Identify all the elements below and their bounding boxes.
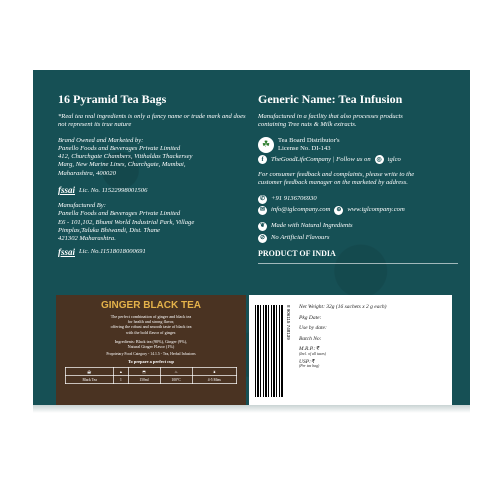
social-row — [258, 155, 458, 164]
water-icon: ⬒ — [128, 368, 160, 376]
disclaimer-text: *Real tea real ingredients is only a fancy name or trade mark and does not represent its true nature — [58, 113, 246, 129]
fssai-license-2 — [58, 247, 253, 257]
label-info — [299, 302, 449, 369]
food-category: Proprietary Food Category - 14.1.5 - Tea, Herbal Infusions — [106, 352, 196, 357]
ingredients-line: Ingredients: Black tea (90%), Ginger (9%), — [114, 338, 188, 344]
mrp-note: (Incl. of all taxes) — [299, 351, 326, 356]
no-artificial-icon: ⊘ — [259, 235, 266, 242]
facebook-icon: f — [258, 155, 267, 164]
phone-icon: ✆ — [259, 196, 266, 203]
feedback-line: customer feedback manager on the marketed by address. — [258, 179, 408, 187]
divider — [258, 263, 458, 264]
tea-box-back-panel — [33, 70, 470, 405]
usp: USP:₹ — [299, 358, 315, 365]
use-by-date: Use by date: — [299, 325, 327, 331]
prep-cell: 100°C — [160, 376, 192, 384]
tea-board-line: License No. DI-143 — [278, 144, 331, 152]
tea-board-logo-icon: ☘ — [258, 137, 274, 153]
facility-line: containing Tree nuts & Milk extracts. — [258, 121, 357, 129]
natural-ingredients-text: Made with Natural Ingredients — [271, 222, 353, 230]
fssai-logo: fssai — [58, 246, 76, 257]
prep-cell: Black Tea — [66, 376, 114, 384]
ingredients-line: Natural Ginger Flavor (1%) — [127, 344, 175, 350]
phone-number: +91 9136706930 — [271, 195, 317, 203]
manufactured-line: E6 - 101,102, Bhumi World Industrial Park, Village — [58, 218, 195, 226]
usp-note: (Per tea bag) — [299, 364, 320, 368]
feedback-line: For consumer feedback and complaints, please write to the — [258, 171, 415, 179]
ginger-tea-panel — [56, 295, 246, 405]
email-address: info@tglcompany.com — [271, 206, 331, 214]
right-column — [258, 92, 458, 264]
box-shadow — [33, 405, 470, 413]
description-line: for health and strong flavor, — [127, 319, 175, 325]
prep-cell: 150ml — [128, 376, 160, 384]
product-of-india: PRODUCT OF INDIA — [258, 248, 336, 258]
teabag-icon: ▲ — [114, 368, 128, 376]
temperature-icon: ♨ — [160, 368, 192, 376]
contact-row — [258, 206, 458, 215]
prep-table — [65, 367, 237, 384]
generic-name-title: Generic Name: Tea Infusion — [258, 92, 403, 106]
instagram-icon: ◎ — [376, 156, 382, 163]
pack-count-title: 16 Pyramid Tea Bags — [58, 92, 167, 106]
price-label-panel — [249, 295, 452, 405]
left-column — [58, 92, 253, 257]
batch-number: Batch No: — [299, 335, 322, 342]
description-line: offering the robust and smooth taste of black tea — [110, 324, 192, 330]
barcode — [255, 305, 283, 397]
timer-icon: ⧗ — [192, 368, 236, 376]
description-line: The perfect combination of ginger and black tea — [110, 314, 192, 319]
no-artificial-text: No Artificial Flavours — [271, 234, 330, 242]
license-number: Lic. No. 11522998001506 — [79, 186, 148, 194]
fssai-license-1 — [58, 185, 253, 195]
marketed-heading: Brand Owned and Marketed by: — [58, 136, 144, 144]
fssai-logo: fssai — [58, 185, 76, 196]
phone-row — [258, 195, 458, 204]
manufactured-line: Pimplas,Taluka Bhiwandi, Dist. Thane — [58, 226, 160, 234]
prep-value-row — [66, 376, 237, 384]
facility-line: Manufactured in a facility that also processes products — [258, 113, 403, 120]
description-line: with the bold flavor of ginger. — [125, 329, 177, 335]
facebook-handle: TheGoodLifeCompany | Follow us on — [271, 155, 371, 163]
marketed-line: 412, Churchgate Chambers, Vitthaldas Thackersey — [58, 153, 193, 161]
prep-cell: 4-5 Mins — [192, 376, 236, 384]
tea-board-line: Tea Board Distributor's — [278, 136, 340, 144]
no-artificial-row — [258, 234, 458, 243]
tea-icon: ☕ — [66, 368, 114, 376]
web-icon: ⊕ — [336, 207, 342, 214]
prep-title: To prepare a perfect cup — [127, 359, 174, 365]
tea-board-license — [258, 137, 458, 154]
prep-cell: 1 — [114, 376, 128, 384]
barcode-number: 8 906115 748139 — [286, 305, 291, 340]
marketed-line: Panello Foods and Beverages Private Limited — [58, 144, 181, 152]
product-name: GINGER BLACK TEA — [101, 300, 201, 311]
instagram-handle: tglco — [387, 155, 401, 163]
prep-icon-row — [66, 368, 237, 376]
license-number: Lic. No.11518018000691 — [79, 248, 146, 256]
leaf-icon: ❦ — [259, 223, 266, 230]
manufactured-heading: Manufactured By: — [58, 202, 106, 210]
marketed-line: Maharashtra, 400020 — [58, 169, 116, 177]
net-weight: Net Weight: 32g (16 sachets x 2 g each) — [299, 304, 387, 310]
mrp: M.R.P.:₹ — [299, 346, 320, 352]
natural-row — [258, 222, 458, 231]
pkg-date: Pkg Date: — [299, 314, 322, 321]
marketed-line: Marg, New Marine Lines, Churchgate, Mumbai, — [58, 161, 186, 169]
email-icon: ✉ — [259, 207, 266, 214]
website: www.tglcompany.com — [347, 206, 405, 214]
manufactured-line: Panella Foods and Beverages Private Limited — [58, 210, 181, 218]
manufactured-line: 421302 Maharashtra. — [58, 235, 116, 243]
